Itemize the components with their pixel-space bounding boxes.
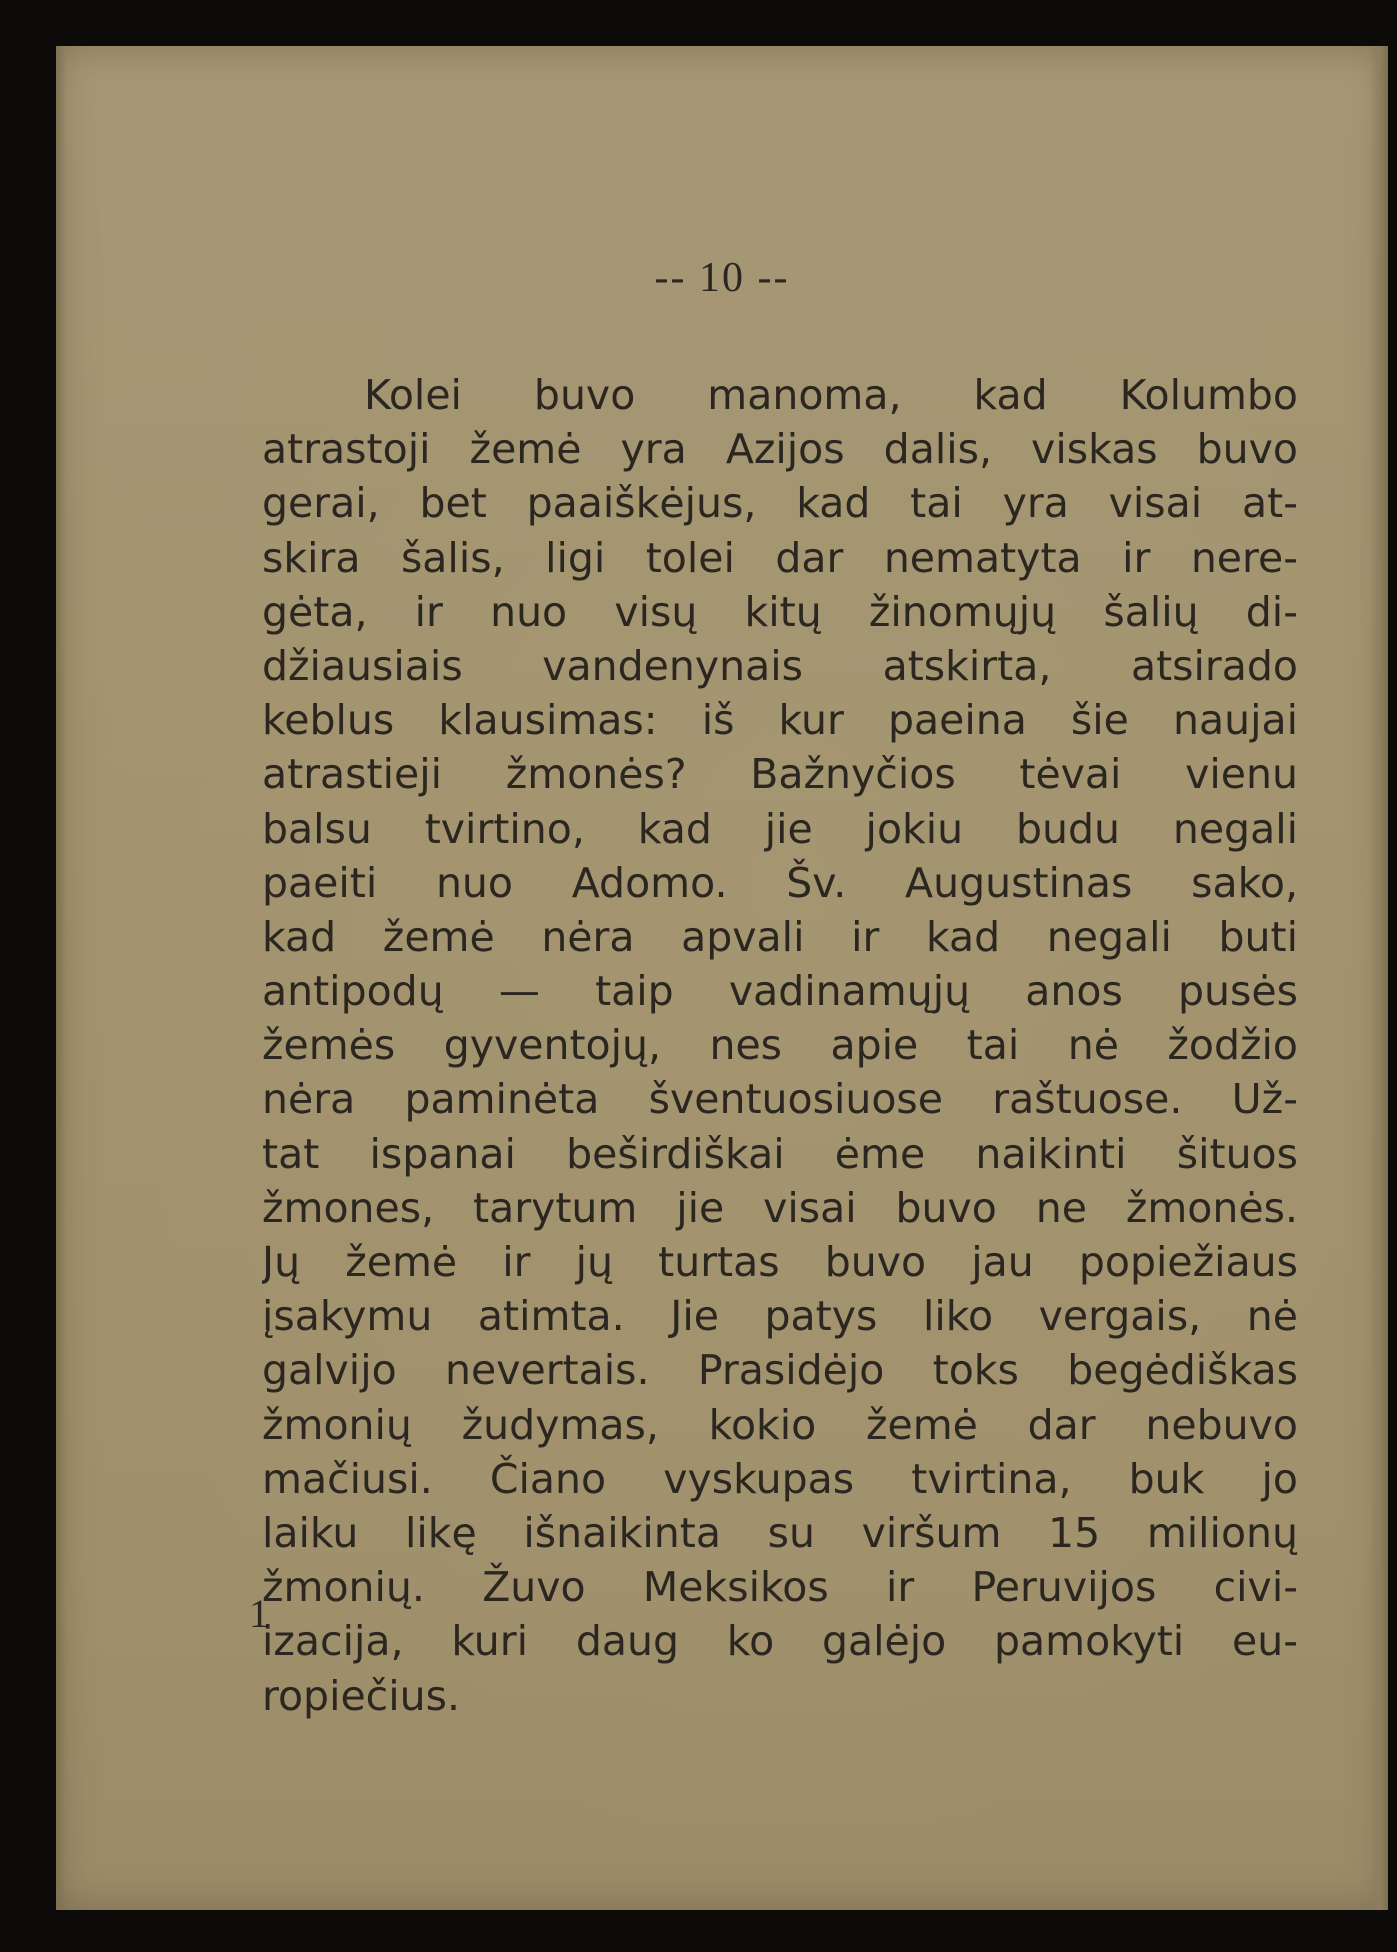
text-line: Jų žemė ir jų turtas buvo jau popiežiaus [262,1238,1298,1286]
text-line: žmones, tarytum jie visai buvo ne žmonės. [262,1183,1298,1232]
text-line: balsu tvirtino, kad jie jokiu budu negali [262,804,1298,853]
text-line: atrastieji žmonės? Bažnyčios tėvai vienu [262,750,1298,799]
text-line: ropiečius. [262,1671,460,1720]
text-line: laiku likę išnaikinta su viršum 15 milionų [262,1508,1298,1557]
text-line: skira šalis, ligi tolei dar nematyta ir nere- [262,533,1298,582]
text-line: žmonių žudymas, kokio žemė dar nebuvo [262,1400,1298,1449]
page-left-edge [56,46,66,1910]
text-line: kad žemė nėra apvali ir kad negali buti [262,912,1298,961]
text-line: nėra paminėta šventuosiuose raštuose. Už- [262,1075,1298,1124]
text-line: gėta, ir nuo visų kitų žinomųjų šalių di- [262,587,1298,636]
printer-margin-mark: 1 [249,1591,269,1636]
text-line: žmonių. Žuvo Meksikos ir Peruvijos civi- [262,1563,1298,1612]
book-page [56,46,1388,1910]
text-line: keblus klausimas: iš kur paeina šie naujai [262,696,1298,745]
text-line: gerai, bet paaiškėjus, kad tai yra visai at- [262,479,1298,528]
text-line: Kolei buvo manoma, kad Kolumbo [364,371,1298,419]
text-line: įsakymu atimta. Jie patys liko vergais, nė [262,1292,1298,1341]
text-line: žemės gyventojų, nes apie tai nė žodžio [262,1021,1298,1070]
text-line: izacija, kuri daug ko galėjo pamokyti eu- [262,1617,1298,1666]
page-right-edge [1370,46,1388,1910]
text-line: atrastoji žemė yra Azijos dalis, viskas buvo [262,425,1298,474]
text-line: paeiti nuo Adomo. Šv. Augustinas sako, [262,858,1298,907]
text-line: mačiusi. Čiano vyskupas tvirtina, buk jo [262,1454,1298,1503]
body-paragraph [262,368,1298,1723]
page-number: -- 10 -- [654,255,790,301]
text-line: džiausiais vandenynais atskirta, atsirado [262,641,1298,690]
text-line: galvijo nevertais. Prasidėjo toks begėdiškas [262,1346,1298,1395]
text-line: tat ispanai beširdiškai ėme naikinti šituos [262,1129,1298,1178]
text-line: antipodų — taip vadinamųjų anos pusės [262,967,1298,1016]
